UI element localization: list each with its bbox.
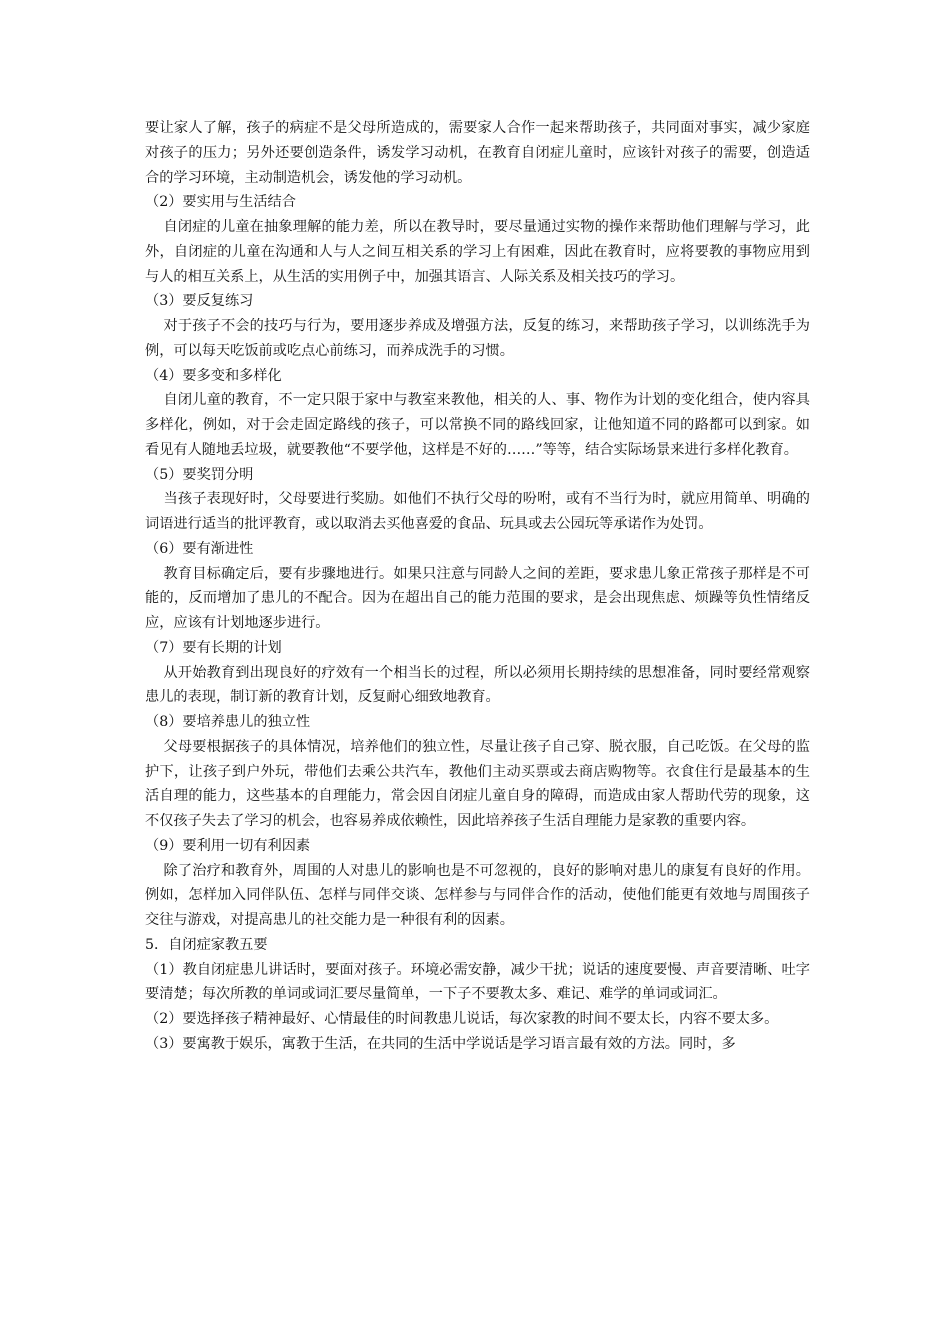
section-heading: （8）要培养患儿的独立性 (145, 714, 311, 730)
document-body (145, 116, 810, 1057)
section-heading: （3）要反复练习 (145, 293, 254, 310)
section-heading: （6）要有渐进性 (145, 540, 254, 557)
numbered-item: （3）要寓教于娱乐，寓教于生活，在共同的生活中学说话是学习语言最有效的方法。同时，多 (145, 1035, 736, 1052)
body-paragraph: 除了治疗和教育外，周围的人对患儿的影响也是不可忽视的，良好的影响对患儿的康复有良好的作用。例如，怎样加入同伴队伍、怎样与同伴交谈、怎样参与与同伴合作的活动，使他们能更有效地与周围孩子交往与游戏，对提高患儿的社交能力是一种很有利的因素。 (145, 862, 810, 928)
section-heading: （4）要多变和多样化 (145, 367, 282, 384)
section-heading: （9）要利用一切有利因素 (145, 837, 311, 854)
body-paragraph: 父母要根据孩子的具体情况，培养他们的独立性，尽量让孩子自己穿、脱衣服，自己吃饭。在父母的监护下，让孩子到户外玩，带他们去乘公共汽车，教他们主动买票或去商店购物等。衣食住行是最基本的生活自理的能力，这些基本的自理能力，常会因自闭症儿童自身的障碍，而造成由家人帮助代劳的现象，这不仅孩子失去了学习的机会，也容易养成依赖性，因此培养孩子生活自理能力是家教的重要内容。 (145, 738, 810, 829)
section-heading: （2）要实用与生活结合 (145, 194, 296, 211)
section-heading: （5）要奖罚分明 (145, 466, 254, 483)
body-paragraph: 对于孩子不会的技巧与行为，要用逐步养成及增强方法，反复的练习，来帮助孩子学习，以训练洗手为例，可以每天吃饭前或吃点心前练习，而养成洗手的习惯。 (145, 318, 810, 359)
paragraph-continued: 要让家人了解，孩子的病症不是父母所造成的，需要家人合作一起来帮助孩子，共同面对事实，减少家庭对孩子的压力；另外还要创造条件，诱发学习动机，在教育自闭症儿童时，应该针对孩子的需要，创造适合的学习环境，主动制造机会，诱发他的学习动机。 (145, 120, 810, 186)
section-heading: （7）要有长期的计划 (145, 639, 282, 656)
chapter-heading: 5．自闭症家教五要 (145, 936, 268, 953)
body-paragraph: 自闭儿童的教育，不一定只限于家中与教室来教他，相关的人、事、物作为计划的变化组合，使内容具多样化，例如，对于会走固定路线的孩子，可以常换不同的路线回家，让他知道不同的路都可以到家。如看见有人随地丢垃圾，就要教他“不要学他，这样是不好的……”等等，结合实际场景来进行多样化教育。 (145, 392, 810, 458)
body-paragraph: 教育目标确定后，要有步骤地进行。如果只注意与同龄人之间的差距，要求患儿象正常孩子那样是不可能的，反而增加了患儿的不配合。因为在超出自己的能力范围的要求，是会出现焦虑、烦躁等负性情绪反应，应该有计划地逐步进行。 (145, 565, 810, 631)
body-paragraph: 自闭症的儿童在抽象理解的能力差，所以在教导时，要尽量通过实物的操作来帮助他们理解与学习，此外，自闭症的儿童在沟通和人与人之间互相关系的学习上有困难，因此在教育时，应将要教的事物应用到与人的相互关系上，从生活的实用例子中，加强其语言、人际关系及相关技巧的学习。 (145, 219, 810, 285)
body-paragraph: 当孩子表现好时，父母要进行奖励。如他们不执行父母的吩咐，或有不当行为时，就应用简单、明确的词语进行适当的批评教育，或以取消去买他喜爱的食品、玩具或去公园玩等承诺作为处罚。 (145, 491, 810, 532)
numbered-item: （1）教自闭症患儿讲话时，要面对孩子。环境必需安静，减少干扰；说话的速度要慢、声音要清晰、吐字要清楚；每次所教的单词或词汇要尽量简单，一下子不要教太多、难记、难学的单词或词汇。 (145, 961, 810, 1003)
numbered-item: （2）要选择孩子精神最好、心情最佳的时间教患儿说话，每次家教的时间不要太长，内容不要太多。 (145, 1011, 779, 1027)
body-paragraph: 从开始教育到出现良好的疗效有一个相当长的过程，所以必须用长期持续的思想准备，同时要经常观察患儿的表现，制订新的教育计划，反复耐心细致地教育。 (145, 664, 810, 706)
